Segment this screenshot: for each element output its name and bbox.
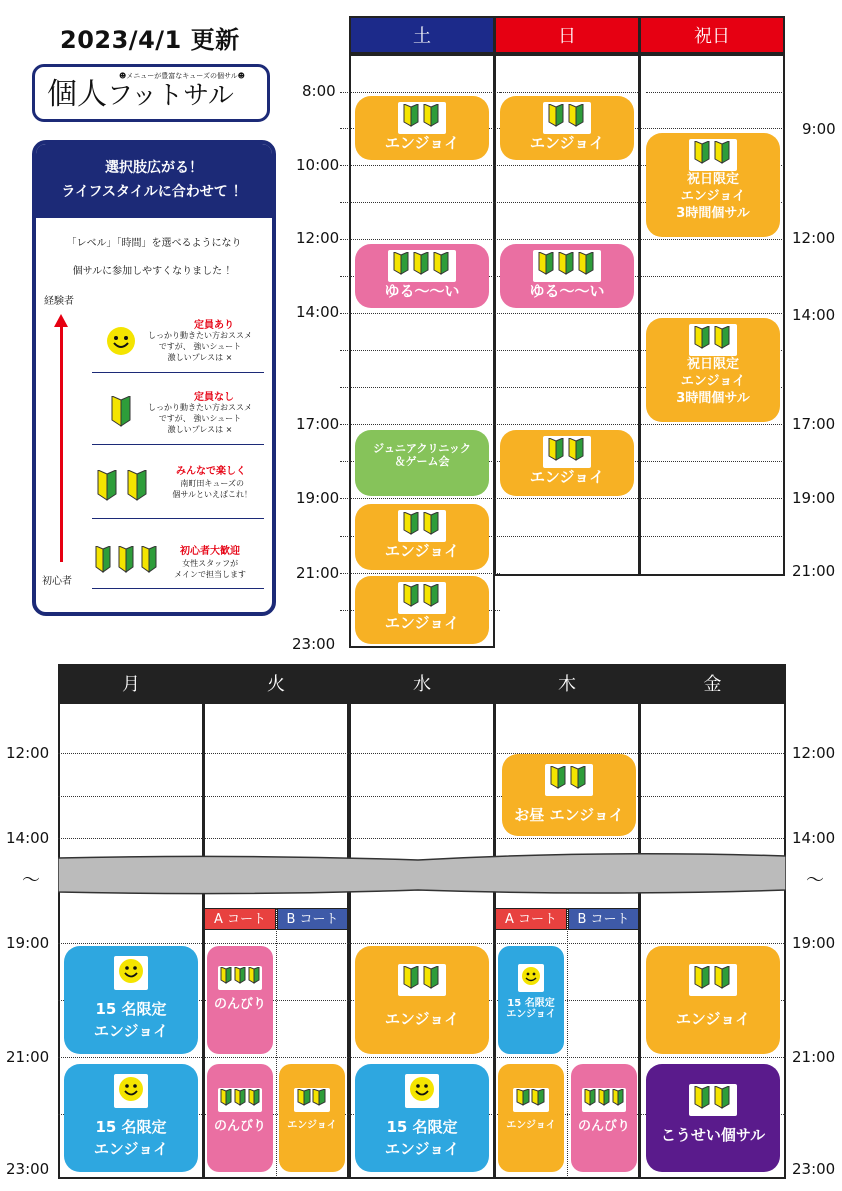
legend-item	[92, 312, 264, 373]
beginner-mark-icon	[582, 1088, 626, 1112]
session-label: のんびり	[577, 1119, 630, 1134]
session-card[interactable]	[207, 946, 273, 1054]
legend-item	[92, 536, 264, 589]
time-label: 14:00	[792, 829, 836, 847]
beginner-mark-icon	[398, 582, 446, 614]
session-card[interactable]	[500, 244, 634, 308]
time-label: 14:00	[792, 306, 836, 324]
time-label: 19:00	[792, 934, 836, 952]
session-card[interactable]	[355, 244, 489, 308]
session-card[interactable]	[207, 1064, 273, 1172]
beginner-mark-icon	[218, 966, 262, 990]
break-marker: ～	[806, 870, 824, 891]
legend-title: 定員なし	[194, 392, 234, 403]
session-card[interactable]	[646, 318, 780, 422]
beginner-mark-icon	[543, 436, 591, 468]
session-label: 祝日限定 エンジョイ 3時間個サル	[676, 357, 750, 406]
time-label: 10:00	[296, 156, 340, 174]
time-label: 21:00	[6, 1048, 50, 1066]
gridline	[58, 838, 786, 839]
beginner-mark-icon	[110, 396, 132, 430]
session-label: エンジョイ	[287, 1120, 337, 1131]
beginner-mark-icon	[388, 250, 456, 282]
time-label: 12:00	[6, 744, 50, 762]
court-a-header: A コート	[204, 908, 276, 930]
time-label: 12:00	[792, 744, 836, 762]
day-header-thu: 木	[494, 664, 640, 702]
gridline	[58, 943, 786, 944]
gridline	[340, 424, 784, 425]
session-label: ゆる～～い	[529, 282, 605, 300]
legend-title: みんなで楽しく	[176, 466, 246, 477]
updated-date: 2023/4/1 更新	[60, 26, 240, 54]
legend-item	[92, 382, 264, 445]
court-a-header: A コート	[495, 908, 567, 930]
session-label: エンジョイ	[384, 1010, 460, 1028]
experience-arrow	[60, 326, 63, 562]
time-label: 17:00	[792, 415, 836, 433]
beginner-mark-icon	[689, 139, 737, 171]
axis-top-label: 経験者	[44, 296, 74, 307]
time-label: 21:00	[792, 1048, 836, 1066]
beginner-mark-icon	[689, 324, 737, 356]
gridline	[340, 239, 784, 240]
session-label: のんびり	[213, 1119, 266, 1134]
logo-main: 個人	[47, 77, 107, 112]
level-guide	[32, 140, 276, 616]
time-label: 17:00	[296, 415, 340, 433]
session-card[interactable]	[571, 1064, 637, 1172]
session-card[interactable]	[500, 430, 634, 496]
session-label: エンジョイ	[384, 134, 460, 152]
court-divider	[276, 908, 277, 1178]
time-label: 9:00	[802, 120, 836, 138]
guide-desc-2: 個サルに参加しやすくなりました ！	[72, 266, 236, 277]
beginner-mark-icon	[218, 1088, 262, 1112]
session-label: エンジョイ	[384, 614, 460, 632]
legend-text: しっかり動きたい方おススメ ですが、 強いシュート 激しいプレスは ×	[148, 403, 252, 434]
guide-headline-2: ライフスタイルに合わせて ！	[61, 184, 247, 200]
session-card[interactable]	[646, 133, 780, 237]
time-label: 23:00	[292, 635, 336, 653]
session-label: 15 名限定 エンジョイ	[93, 1000, 169, 1040]
gridline	[340, 573, 500, 574]
time-label: 21:00	[792, 562, 836, 580]
session-card[interactable]	[498, 1064, 564, 1172]
smiley-icon	[114, 1074, 148, 1108]
day-header-fri: 金	[639, 664, 786, 702]
session-card[interactable]	[498, 946, 564, 1054]
gridline	[340, 92, 500, 93]
legend-text: 女性スタッフが メインで担当します	[174, 559, 246, 579]
legend-text: 南町田キューズの 個サルといえばこれ！	[172, 479, 252, 499]
time-break-band	[58, 852, 786, 896]
logo-tagline: ☻メニューが豊富なキューズの個サル☻	[119, 72, 245, 80]
session-label: エンジョイ	[675, 1010, 751, 1028]
session-card[interactable]	[646, 1064, 780, 1172]
session-label: 15 名限定 エンジョイ	[93, 1118, 169, 1158]
beginner-mark-icon	[689, 1084, 737, 1116]
break-marker: ～	[22, 870, 40, 891]
axis-bottom-label: 初心者	[42, 576, 72, 587]
guide-desc-1: 「レベル」「時間」を選べるようになり	[66, 238, 242, 249]
legend-title: 定員あり	[194, 320, 234, 331]
logo	[32, 64, 270, 122]
beginner-mark-icon	[94, 546, 166, 578]
smiley-icon	[114, 956, 148, 990]
session-label: 15 名限定 エンジョイ	[506, 998, 556, 1020]
day-header-sat: 土	[349, 16, 495, 54]
session-card[interactable]	[355, 576, 489, 644]
session-label: 祝日限定 エンジョイ 3時間個サル	[676, 172, 750, 221]
beginner-mark-icon	[96, 470, 158, 504]
day-header-tue: 火	[203, 664, 349, 702]
beginner-mark-icon	[398, 510, 446, 542]
day-header-wed: 水	[349, 664, 495, 702]
time-label: 23:00	[6, 1160, 50, 1178]
gridline	[58, 753, 786, 754]
session-card[interactable]	[355, 1064, 489, 1172]
court-divider	[567, 908, 568, 1178]
session-card[interactable]	[355, 946, 489, 1054]
guide-header	[36, 144, 272, 218]
beginner-mark-icon	[689, 964, 737, 996]
beginner-mark-icon	[398, 964, 446, 996]
session-card[interactable]	[64, 946, 198, 1054]
smiley-icon	[405, 1074, 439, 1108]
day-header-holiday: 祝日	[639, 16, 785, 54]
time-label: 19:00	[792, 489, 836, 507]
gridline	[58, 1057, 786, 1058]
gridline	[646, 92, 784, 93]
court-b-header: B コート	[277, 908, 348, 930]
session-card[interactable]	[646, 946, 780, 1054]
time-label: 14:00	[6, 829, 50, 847]
gridline	[340, 313, 784, 314]
session-card[interactable]	[64, 1064, 198, 1172]
beginner-mark-icon	[398, 102, 446, 134]
session-card[interactable]	[355, 96, 489, 160]
legend-text: しっかり動きたい方おススメ ですが、 強いシュート 激しいプレスは ×	[148, 331, 252, 362]
beginner-mark-icon	[545, 764, 593, 796]
time-label: 23:00	[792, 1160, 836, 1178]
session-card[interactable]	[279, 1064, 345, 1172]
session-label: お昼 エンジョイ	[514, 806, 624, 824]
session-label: ゆる～～い	[384, 282, 460, 300]
session-label: 15 名限定 エンジョイ	[384, 1118, 460, 1158]
session-label: エンジョイ	[529, 134, 605, 152]
session-card[interactable]	[500, 96, 634, 160]
session-label: エンジョイ	[529, 468, 605, 486]
legend-title: 初心者大歓迎	[180, 546, 240, 557]
gridline	[500, 92, 640, 93]
beginner-mark-icon	[533, 250, 601, 282]
session-label: エンジョイ	[384, 542, 460, 560]
time-label: 19:00	[6, 934, 50, 952]
session-label: こうせい個サル	[660, 1126, 766, 1144]
day-header-mon: 月	[58, 664, 204, 702]
time-label: 21:00	[296, 564, 340, 582]
beginner-mark-icon	[294, 1088, 330, 1112]
session-label: のんびり	[213, 997, 266, 1012]
session-card[interactable]	[355, 430, 489, 496]
legend-item	[92, 454, 264, 519]
smiley-icon	[518, 964, 544, 992]
smiley-icon	[106, 326, 136, 356]
beginner-mark-icon	[543, 102, 591, 134]
guide-headline-1: 選択肢広がる！	[105, 160, 203, 176]
time-label: 12:00	[296, 229, 340, 247]
session-card[interactable]	[355, 504, 489, 570]
gridline	[58, 796, 786, 797]
beginner-mark-icon	[513, 1088, 549, 1112]
court-b-header: B コート	[568, 908, 639, 930]
time-label: 19:00	[296, 489, 340, 507]
time-label: 12:00	[792, 229, 836, 247]
logo-kana: フットサル	[107, 81, 234, 111]
time-label: 14:00	[296, 303, 340, 321]
day-header-sun: 日	[494, 16, 640, 54]
session-card[interactable]	[502, 754, 636, 836]
session-label: ジュニアクリニック ＆ゲーム会	[373, 442, 471, 468]
time-label: 8:00	[302, 82, 336, 100]
session-label: エンジョイ	[506, 1120, 556, 1131]
gridline	[340, 498, 784, 499]
